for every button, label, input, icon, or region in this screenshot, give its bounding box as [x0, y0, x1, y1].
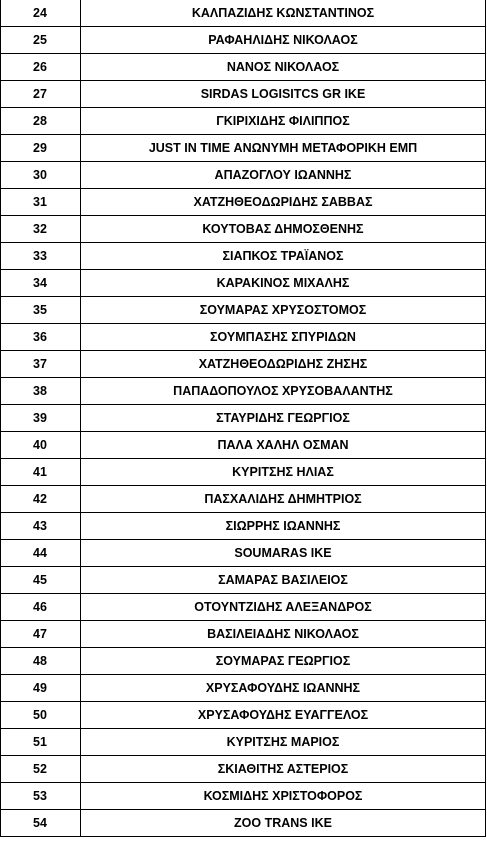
row-name-cell: ΡΑΦΑΗΛΙΔΗΣ ΝΙΚΟΛΑΟΣ: [81, 27, 486, 54]
row-name-cell: ΚΑΛΠΑΖΙΔΗΣ ΚΩΝΣΤΑΝΤΙΝΟΣ: [81, 0, 486, 27]
table-row: [1, 810, 486, 837]
row-name-cell: ΠΑΣΧΑΛΙΔΗΣ ΔΗΜΗΤΡΙΟΣ: [81, 486, 486, 513]
row-number-cell: 39: [1, 405, 81, 432]
row-name-cell: SIRDAS LOGISITCS GR IKE: [81, 81, 486, 108]
table-row: [1, 351, 486, 378]
table-row: [1, 783, 486, 810]
table-row: [1, 621, 486, 648]
table-row: [1, 216, 486, 243]
row-name-cell: ΣΚΙΑΘΙΤΗΣ ΑΣΤΕΡΙΟΣ: [81, 756, 486, 783]
table-row: [1, 135, 486, 162]
table-row: [1, 459, 486, 486]
row-name-cell: ΧΑΤΖΗΘΕΟΔΩΡΙΔΗΣ ΖΗΣΗΣ: [81, 351, 486, 378]
row-name-cell: ΣΙΩΡΡΗΣ ΙΩΑΝΝΗΣ: [81, 513, 486, 540]
row-number-cell: 49: [1, 675, 81, 702]
table-row: [1, 540, 486, 567]
table-row: [1, 297, 486, 324]
row-name-cell: ΝΑΝΟΣ ΝΙΚΟΛΑΟΣ: [81, 54, 486, 81]
row-name-cell: ΧΡΥΣΑΦΟΥΔΗΣ ΙΩΑΝΝΗΣ: [81, 675, 486, 702]
table-row: [1, 108, 486, 135]
row-number-cell: 31: [1, 189, 81, 216]
table-row: [1, 270, 486, 297]
row-name-cell: ΣΙΑΠΚΟΣ ΤΡΑΪΑΝΟΣ: [81, 243, 486, 270]
table-row: [1, 189, 486, 216]
row-number-cell: 51: [1, 729, 81, 756]
row-number-cell: 24: [1, 0, 81, 27]
table-row: [1, 324, 486, 351]
table-row: [1, 486, 486, 513]
row-name-cell: ΚΟΣΜΙΔΗΣ ΧΡΙΣΤΟΦΟΡΟΣ: [81, 783, 486, 810]
row-number-cell: 44: [1, 540, 81, 567]
table-row: [1, 243, 486, 270]
row-number-cell: 50: [1, 702, 81, 729]
row-number-cell: 29: [1, 135, 81, 162]
row-name-cell: ΣΟΥΜΠΑΣΗΣ ΣΠΥΡΙΔΩΝ: [81, 324, 486, 351]
row-number-cell: 41: [1, 459, 81, 486]
row-number-cell: 25: [1, 27, 81, 54]
row-number-cell: 40: [1, 432, 81, 459]
table-row: [1, 27, 486, 54]
row-number-cell: 47: [1, 621, 81, 648]
table-row: [1, 702, 486, 729]
table-row: [1, 405, 486, 432]
row-name-cell: ZOO TRANS IKE: [81, 810, 486, 837]
row-number-cell: 36: [1, 324, 81, 351]
row-name-cell: ΚΥΡΙΤΣΗΣ ΗΛΙΑΣ: [81, 459, 486, 486]
row-number-cell: 53: [1, 783, 81, 810]
row-name-cell: ΚΥΡΙΤΣΗΣ ΜΑΡΙΟΣ: [81, 729, 486, 756]
row-name-cell: ΟΤΟΥΝΤΖΙΔΗΣ ΑΛΕΞΑΝΔΡΟΣ: [81, 594, 486, 621]
row-name-cell: ΧΡΥΣΑΦΟΥΔΗΣ ΕΥΑΓΓΕΛΟΣ: [81, 702, 486, 729]
table-body: [1, 0, 486, 837]
row-name-cell: ΚΑΡΑΚΙΝΟΣ ΜΙΧΑΛΗΣ: [81, 270, 486, 297]
table-row: [1, 54, 486, 81]
table-row: [1, 81, 486, 108]
row-number-cell: 30: [1, 162, 81, 189]
row-number-cell: 42: [1, 486, 81, 513]
row-number-cell: 34: [1, 270, 81, 297]
row-number-cell: 27: [1, 81, 81, 108]
row-name-cell: ΠΑΛΑ ΧΑΛΗΛ ΟΣΜΑΝ: [81, 432, 486, 459]
row-number-cell: 52: [1, 756, 81, 783]
table-row: [1, 675, 486, 702]
row-name-cell: ΑΠΑΖΟΓΛΟΥ ΙΩΑΝΝΗΣ: [81, 162, 486, 189]
row-number-cell: 26: [1, 54, 81, 81]
table-row: [1, 729, 486, 756]
table-row: [1, 567, 486, 594]
row-name-cell: ΧΑΤΖΗΘΕΟΔΩΡΙΔΗΣ ΣΑΒΒΑΣ: [81, 189, 486, 216]
table-row: [1, 648, 486, 675]
row-name-cell: ΣΟΥΜΑΡΑΣ ΧΡΥΣΟΣΤΟΜΟΣ: [81, 297, 486, 324]
row-number-cell: 45: [1, 567, 81, 594]
row-name-cell: ΣΤΑΥΡΙΔΗΣ ΓΕΩΡΓΙΟΣ: [81, 405, 486, 432]
row-name-cell: JUST IN TIME ΑΝΩΝΥΜΗ ΜΕΤΑΦΟΡΙΚΗ ΕΜΠ: [81, 135, 486, 162]
table-row: [1, 594, 486, 621]
row-name-cell: ΚΟΥΤΟΒΑΣ ΔΗΜΟΣΘΕΝΗΣ: [81, 216, 486, 243]
row-name-cell: ΠΑΠΑΔΟΠΟΥΛΟΣ ΧΡΥΣΟΒΑΛΑΝΤΗΣ: [81, 378, 486, 405]
row-number-cell: 54: [1, 810, 81, 837]
row-name-cell: ΓΚΙΡΙΧΙΔΗΣ ΦΙΛΙΠΠΟΣ: [81, 108, 486, 135]
row-number-cell: 46: [1, 594, 81, 621]
row-number-cell: 35: [1, 297, 81, 324]
row-number-cell: 28: [1, 108, 81, 135]
row-number-cell: 37: [1, 351, 81, 378]
table-row: [1, 756, 486, 783]
row-name-cell: ΣΟΥΜΑΡΑΣ ΓΕΩΡΓΙΟΣ: [81, 648, 486, 675]
row-name-cell: ΣΑΜΑΡΑΣ ΒΑΣΙΛΕΙΟΣ: [81, 567, 486, 594]
table-row: [1, 162, 486, 189]
table-row: [1, 513, 486, 540]
table-row: [1, 0, 486, 27]
row-name-cell: SOUMARAS IKE: [81, 540, 486, 567]
row-number-cell: 32: [1, 216, 81, 243]
table-row: [1, 432, 486, 459]
row-number-cell: 38: [1, 378, 81, 405]
row-number-cell: 43: [1, 513, 81, 540]
table-row: [1, 378, 486, 405]
row-name-cell: ΒΑΣΙΛΕΙΑΔΗΣ ΝΙΚΟΛΑΟΣ: [81, 621, 486, 648]
row-number-cell: 48: [1, 648, 81, 675]
row-number-cell: 33: [1, 243, 81, 270]
